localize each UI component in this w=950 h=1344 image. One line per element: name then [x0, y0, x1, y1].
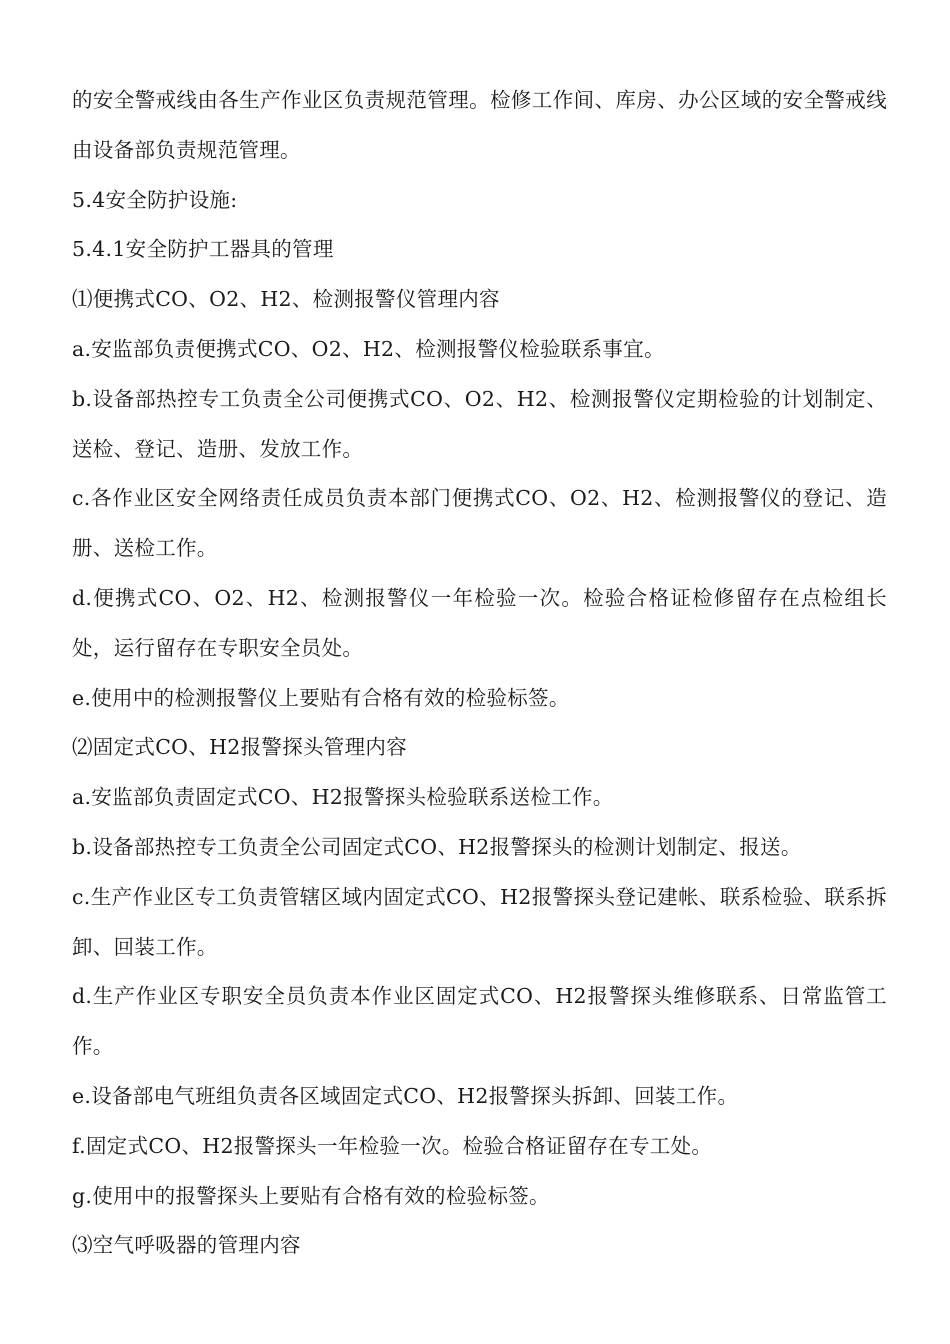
list-item-fixed-f: f.固定式CO、H2报警探头一年检验一次。检验合格证留存在专工处。 [72, 1133, 713, 1158]
list-item-fixed-e: e.设备部电气班组负责各区域固定式CO、H2报警探头拆卸、回装工作。 [72, 1083, 739, 1108]
document-page [72, 76, 887, 1271]
list-item-fixed-c: c.生产作业区专工负责管辖区域内固定式CO、H2报警探头登记建帐、联系检验、联系拆卸、回装工作。 [72, 884, 887, 959]
subsection-heading-portable-detector: ⑴便携式CO、O2、H2、检测报警仪管理内容 [72, 287, 500, 312]
list-item-portable-b: b.设备部热控专工负责全公司便携式CO、O2、H2、检测报警仪定期检验的计划制定、送检、登记、造册、发放工作。 [72, 386, 887, 461]
list-item-portable-d: d.便携式CO、O2、H2、检测报警仪一年检验一次。检验合格证检修留存在点检组长处，运行留存在专职安全员处。 [72, 585, 887, 660]
list-item-fixed-g: g.使用中的报警探头上要贴有合格有效的检验标签。 [72, 1183, 550, 1208]
subsection-heading-fixed-probe: ⑵固定式CO、H2报警探头管理内容 [72, 735, 408, 760]
section-heading-5-4: 5.4安全防护设施: [72, 187, 238, 212]
section-heading-5-4-1: 5.4.1安全防护工器具的管理 [72, 237, 334, 262]
list-item-portable-c: c.各作业区安全网络责任成员负责本部门便携式CO、O2、H2、检测报警仪的登记、造册、送检工作。 [72, 486, 887, 561]
list-item-fixed-a: a.安监部负责固定式CO、H2报警探头检验联系送检工作。 [72, 785, 614, 810]
list-item-portable-e: e.使用中的检测报警仪上要贴有合格有效的检验标签。 [72, 685, 570, 710]
paragraph-warning-line-management: 的安全警戒线由各生产作业区负责规范管理。检修工作间、库房、办公区域的安全警戒线由设备部负责规范管理。 [72, 88, 887, 162]
list-item-portable-a: a.安监部负责便携式CO、O2、H2、检测报警仪检验联系事宜。 [72, 336, 665, 361]
list-item-fixed-d: d.生产作业区专职安全员负责本作业区固定式CO、H2报警探头维修联系、日常监管工作。 [72, 984, 887, 1059]
subsection-heading-air-respirator: ⑶空气呼吸器的管理内容 [72, 1233, 301, 1258]
list-item-fixed-b: b.设备部热控专工负责全公司固定式CO、H2报警探头的检测计划制定、报送。 [72, 834, 802, 859]
